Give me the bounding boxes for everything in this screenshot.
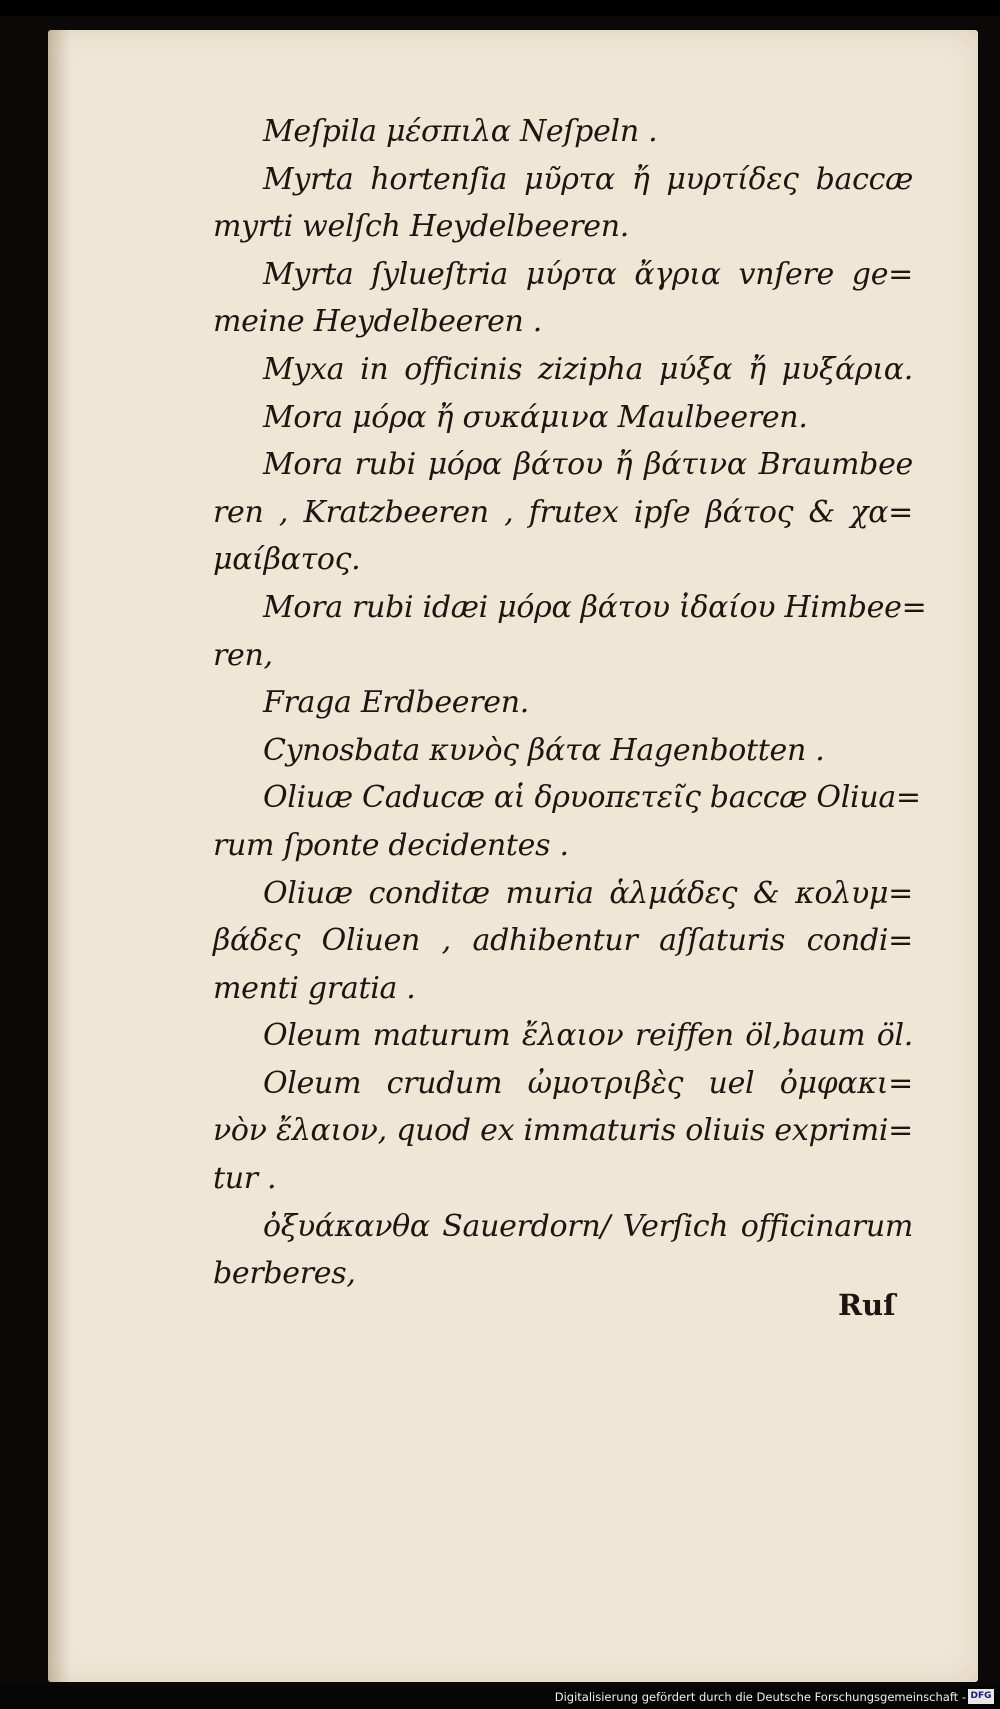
text-line: Mora μόρα ἤ συκάμινα Maulbeeren. bbox=[263, 399, 808, 435]
digitization-credit: Digitalisierung gefördert durch die Deutsche Forschungsgemeinschaft - bbox=[554, 1690, 966, 1704]
text-line: tur . bbox=[213, 1161, 277, 1197]
text-line: βάδες Oliuen , adhibentur aſſaturis condi= bbox=[213, 923, 913, 959]
text-line: Meſpila μέσπιλα Neſpeln . bbox=[263, 114, 658, 149]
text-line: ὀξυάκανθα Sauerdorn/ Verſich officinarum bbox=[263, 1208, 913, 1244]
page-gutter-shadow bbox=[48, 30, 70, 1682]
text-line: μαίβατος. bbox=[213, 542, 361, 578]
catchword: Ruſ bbox=[838, 1288, 896, 1322]
text-line: Oleum crudum ὠμοτριβὲς uel ὀμφακι= bbox=[263, 1065, 913, 1101]
text-line: Oliuæ Caducæ αἱ δρυοπετεῖς baccæ Oliua= bbox=[263, 780, 921, 816]
text-line: Myrta hortenſia μυ̃ρτα ἤ μυρτίδες baccæ bbox=[263, 161, 913, 197]
text-line: myrti welſch Heydelbeeren. bbox=[213, 209, 629, 245]
text-line: Myrta ſylueſtria μύρτα ἄγρια vnſere ge= bbox=[263, 256, 913, 292]
text-line: Myxa in officinis zizipha μύξα ἤ μυξάρια. bbox=[263, 351, 913, 387]
text-line: Mora rubi μόρα βάτου ἤ βάτινα Braumbee bbox=[263, 447, 913, 483]
text-line: Fraga Erdbeeren. bbox=[263, 685, 529, 721]
text-line: Cynosbata κυνὸς βάτα Hagenbotten . bbox=[263, 732, 825, 768]
text-line: Oliuæ conditæ muria ἁλμάδες & κολυμ= bbox=[263, 875, 913, 911]
text-line: νὸν ἔλαιον, quod ex immaturis oliuis exprimi= bbox=[213, 1113, 913, 1149]
text-line: ren , Kratzbeeren , frutex ipſe βάτος & χα= bbox=[213, 494, 913, 530]
scan-top-band bbox=[0, 0, 1000, 16]
text-line: Oleum maturum ἔλαιον reiffen öl,baum öl. bbox=[263, 1018, 913, 1054]
text-line: menti gratia . bbox=[213, 970, 416, 1006]
text-line: rum ſponte decidentes . bbox=[213, 827, 569, 863]
dfg-logo: DFG bbox=[968, 1689, 994, 1704]
text-line: ren, bbox=[213, 637, 273, 673]
text-line: meine Heydelbeeren . bbox=[213, 304, 543, 340]
page-text-block bbox=[213, 108, 927, 1298]
text-line: berberes, bbox=[213, 1256, 356, 1292]
text-line: Mora rubi idæi μόρα βάτου ἰδαίου Himbee= bbox=[263, 589, 927, 625]
